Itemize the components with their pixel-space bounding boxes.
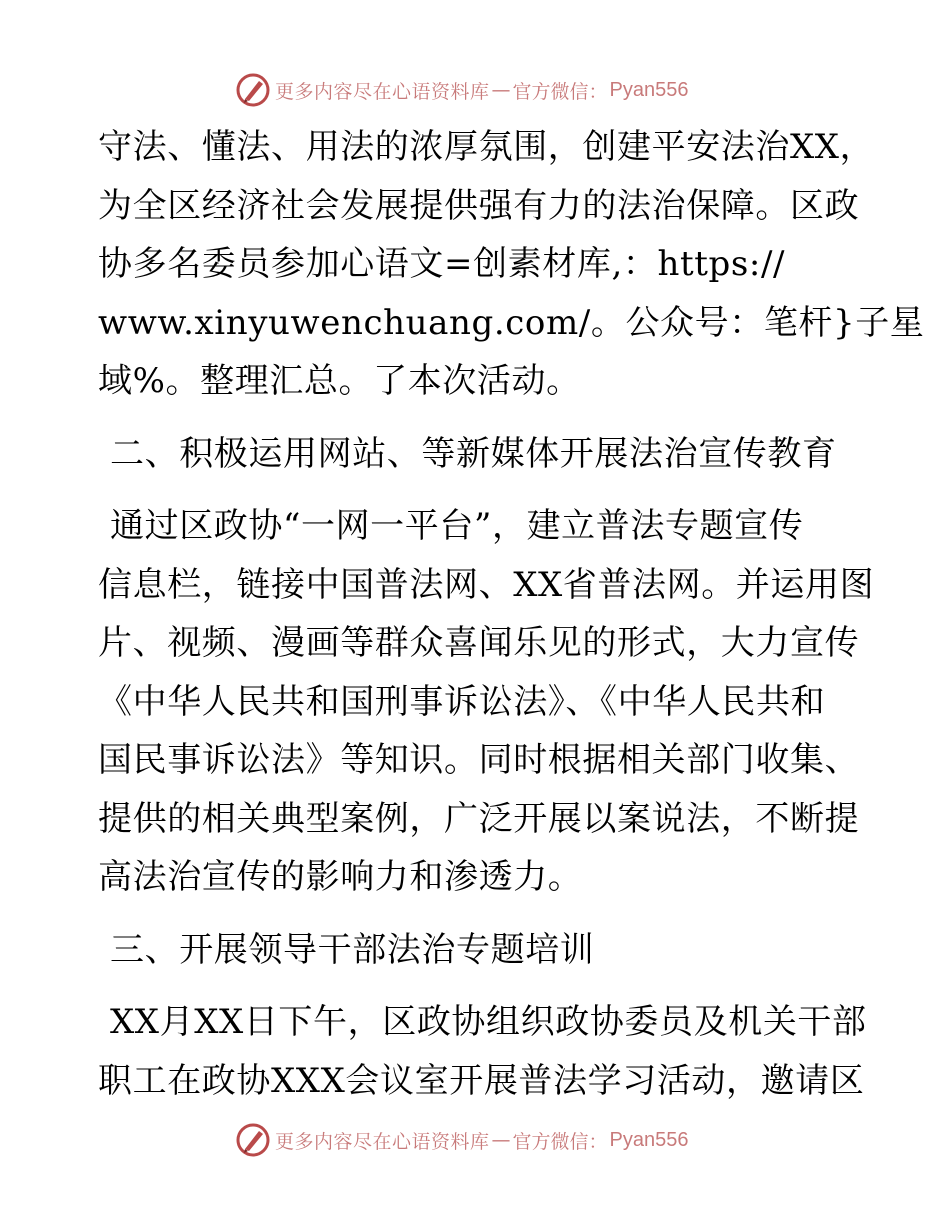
text-line: 高法治宣传的影响力和渗透力。 — [98, 857, 583, 897]
text-line: 提供的相关典型案例，广泛开展以案说法，不断提 — [98, 798, 860, 839]
watermark-banner-bottom — [235, 1120, 689, 1160]
document-body — [98, 118, 925, 1110]
text-line: 通过区政协“一网一平台”，建立普法专题宣传 — [110, 506, 804, 546]
paragraph-3 — [98, 993, 867, 1110]
text-line: 片、视频、漫画等群众喜闻乐见的形式，大力宣传 — [98, 623, 860, 663]
text-line: 职工在政协XXX会议室开展普法学习活动，邀请区 — [98, 1060, 865, 1101]
quill-pen-logo-icon — [235, 72, 271, 108]
text-line: 协多名委员参加心语文=创素材库,：https:// — [98, 244, 786, 284]
section-heading-2: 二、积极运用网站、等新媒体开展法治宣传教育 — [110, 433, 837, 474]
banner-separator: — — [491, 79, 511, 101]
banner-sub-text: 官方微信： — [512, 1130, 608, 1153]
text-line: 为全区经济社会发展提供强有力的法治保障。区政 — [98, 185, 860, 226]
banner-separator: — — [491, 1129, 511, 1151]
watermark-banner-top — [235, 70, 689, 110]
quill-pen-logo-icon — [235, 1122, 271, 1158]
banner-wechat-id: Pyan556 — [609, 1128, 689, 1151]
text-line: XX月XX日下午，区政协组织政协委员及机关干部 — [110, 1002, 867, 1042]
section-heading-3: 三、开展领导干部法治专题培训 — [110, 929, 595, 970]
text-line: www.xinyuwenchuang.com/。公众号：笔杆}子星 — [98, 302, 925, 343]
text-line: 国民事诉讼法》等知识。同时根据相关部门收集、 — [98, 740, 860, 780]
banner-wechat-id: Pyan556 — [609, 78, 689, 101]
text-line: 域%。整理汇总。了本次活动。 — [98, 361, 581, 401]
banner-main-text: 更多内容尽在心语资料库 — [275, 80, 490, 103]
paragraph-1 — [98, 118, 925, 411]
text-line: 《中华人民共和国刑事诉讼法》、《中华人民共和 — [98, 681, 826, 722]
paragraph-2 — [98, 497, 875, 907]
text-line: 信息栏，链接中国普法网、XX省普法网。并运用图 — [98, 564, 875, 605]
text-line: 守法、懂法、用法的浓厚氛围，创建平安法治XX， — [98, 127, 875, 167]
banner-main-text: 更多内容尽在心语资料库 — [275, 1130, 490, 1153]
banner-sub-text: 官方微信： — [512, 80, 608, 103]
